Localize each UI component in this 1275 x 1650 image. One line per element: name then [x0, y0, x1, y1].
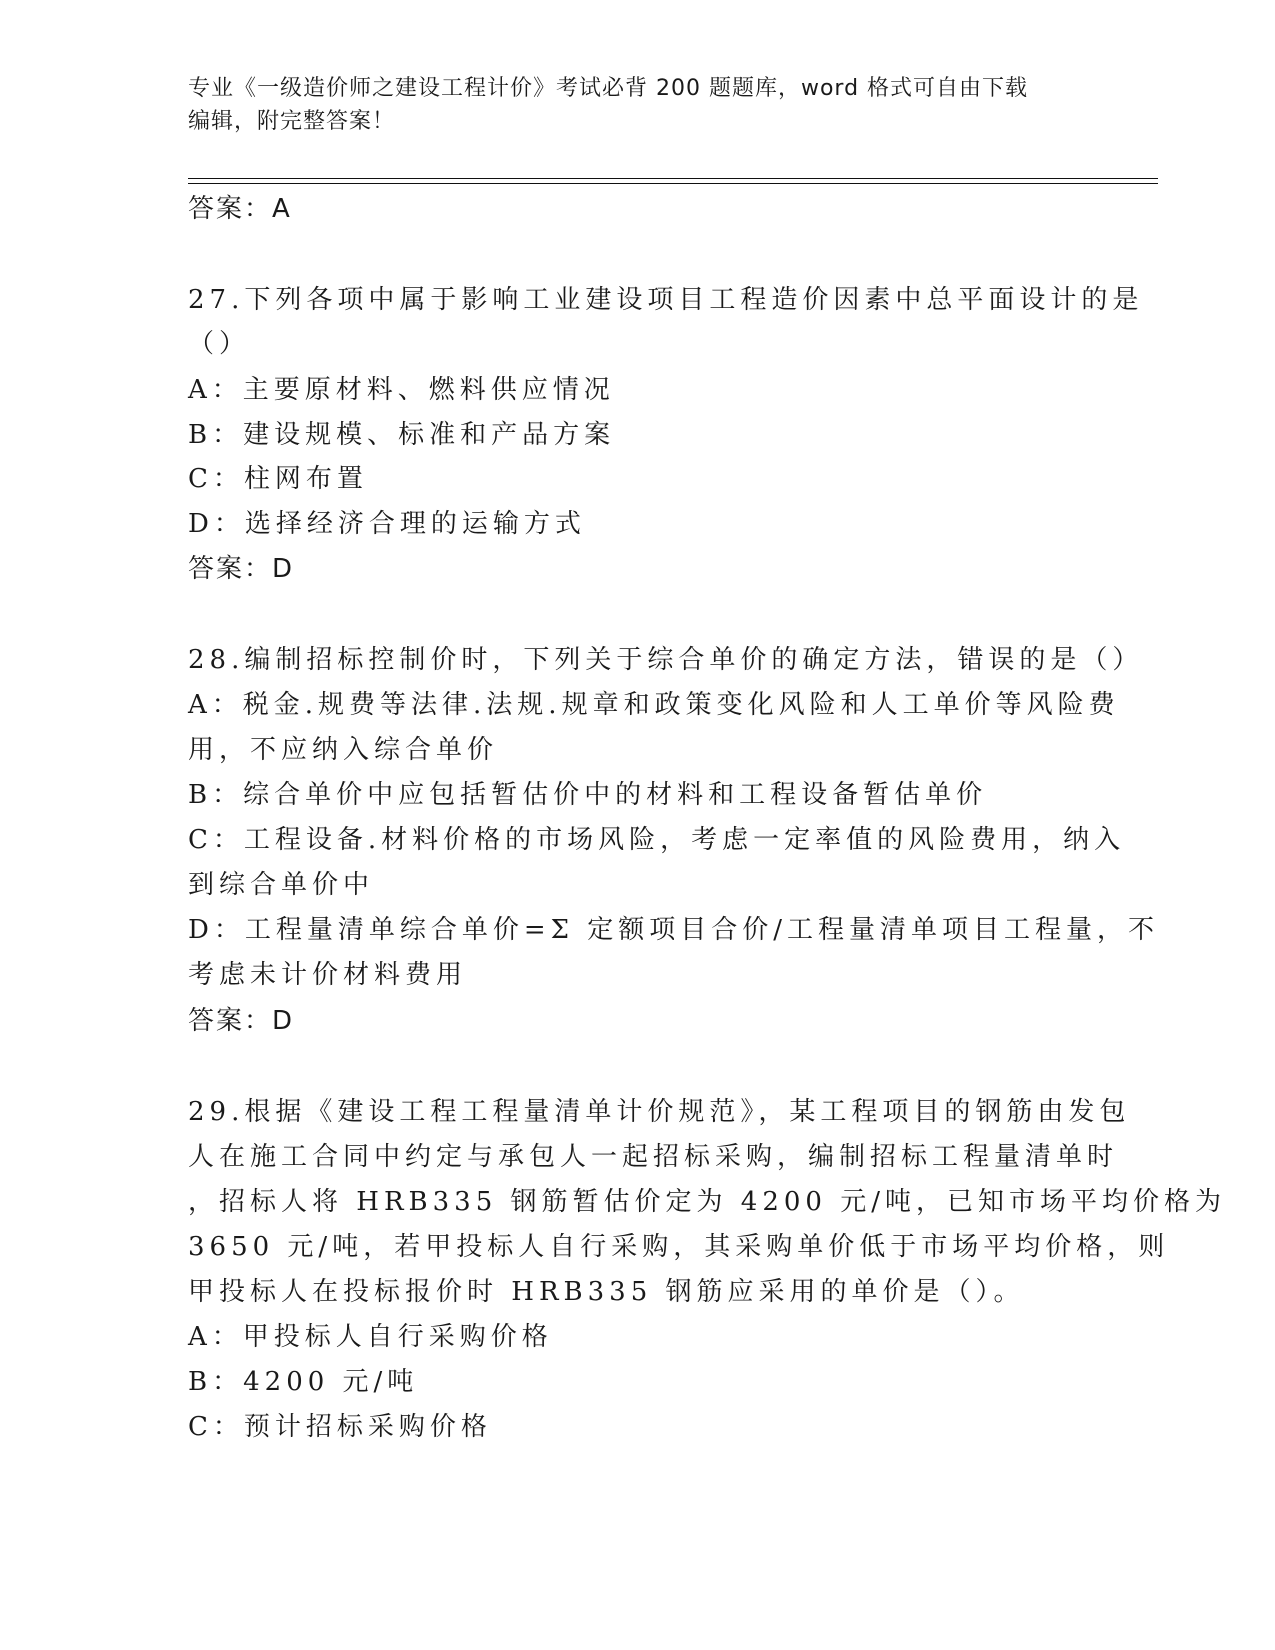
- header-divider-bottom: [188, 183, 1158, 184]
- q27-option-b: B：建设规模、标准和产品方案: [188, 420, 616, 450]
- q29-stem-line-5: 甲投标人在投标报价时 HRB335 钢筋应采用的单价是（）。: [188, 1277, 1025, 1307]
- q28-option-a-line-1: A：税金.规费等法律.法规.规章和政策变化风险和人工单价等风险费: [188, 690, 1120, 720]
- q28-option-b: B：综合单价中应包括暂估价中的材料和工程设备暂估单价: [188, 780, 988, 810]
- q27-option-a: A：主要原材料、燃料供应情况: [188, 375, 615, 405]
- q28-option-d-line-2: 考虑未计价材料费用: [188, 960, 468, 990]
- header-divider-top: [188, 178, 1158, 179]
- q28-option-c-line-1: C：工程设备.材料价格的市场风险，考虑一定率值的风险费用，纳入: [188, 825, 1126, 855]
- q28-option-d-line-1: D：工程量清单综合单价=Σ 定额项目合价/工程量清单项目工程量，不: [188, 915, 1160, 945]
- q29-option-b: B：4200 元/吨: [188, 1367, 419, 1397]
- answer-previous: 答案：A: [188, 194, 292, 224]
- q27-stem-line-2: （）: [188, 329, 251, 359]
- q27-option-d: D：选择经济合理的运输方式: [188, 509, 586, 539]
- q29-stem-line-4: 3650 元/吨，若甲投标人自行采购，其采购单价低于市场平均价格，则: [188, 1232, 1170, 1262]
- header-line-2: 编辑，附完整答案！: [188, 109, 396, 134]
- q27-stem-line-1: 27.下列各项中属于影响工业建设项目工程造价因素中总平面设计的是: [188, 285, 1144, 315]
- q29-option-c: C：预计招标采购价格: [188, 1412, 492, 1442]
- q28-stem: 28.编制招标控制价时，下列关于综合单价的确定方法，错误的是（）: [188, 645, 1144, 675]
- q29-option-a: A：甲投标人自行采购价格: [188, 1322, 553, 1352]
- q27-option-c: C：柱网布置: [188, 464, 368, 494]
- q28-option-c-line-2: 到综合单价中: [188, 870, 375, 900]
- q29-stem-line-3: ，招标人将 HRB335 钢筋暂估价定为 4200 元/吨，已知市场平均价格为: [188, 1187, 1226, 1217]
- q29-stem-line-1: 29.根据《建设工程工程量清单计价规范》，某工程项目的钢筋由发包: [188, 1097, 1131, 1127]
- q29-stem-line-2: 人在施工合同中约定与承包人一起招标采购，编制招标工程量清单时: [188, 1142, 1119, 1172]
- q28-option-a-line-2: 用，不应纳入综合单价: [188, 735, 499, 765]
- q27-answer: 答案：D: [188, 554, 295, 584]
- document-header: [188, 72, 1088, 138]
- header-line-1: 专业《一级造价师之建设工程计价》考试必背 200 题题库，word 格式可自由下载: [188, 76, 1029, 101]
- q28-answer: 答案：D: [188, 1006, 295, 1036]
